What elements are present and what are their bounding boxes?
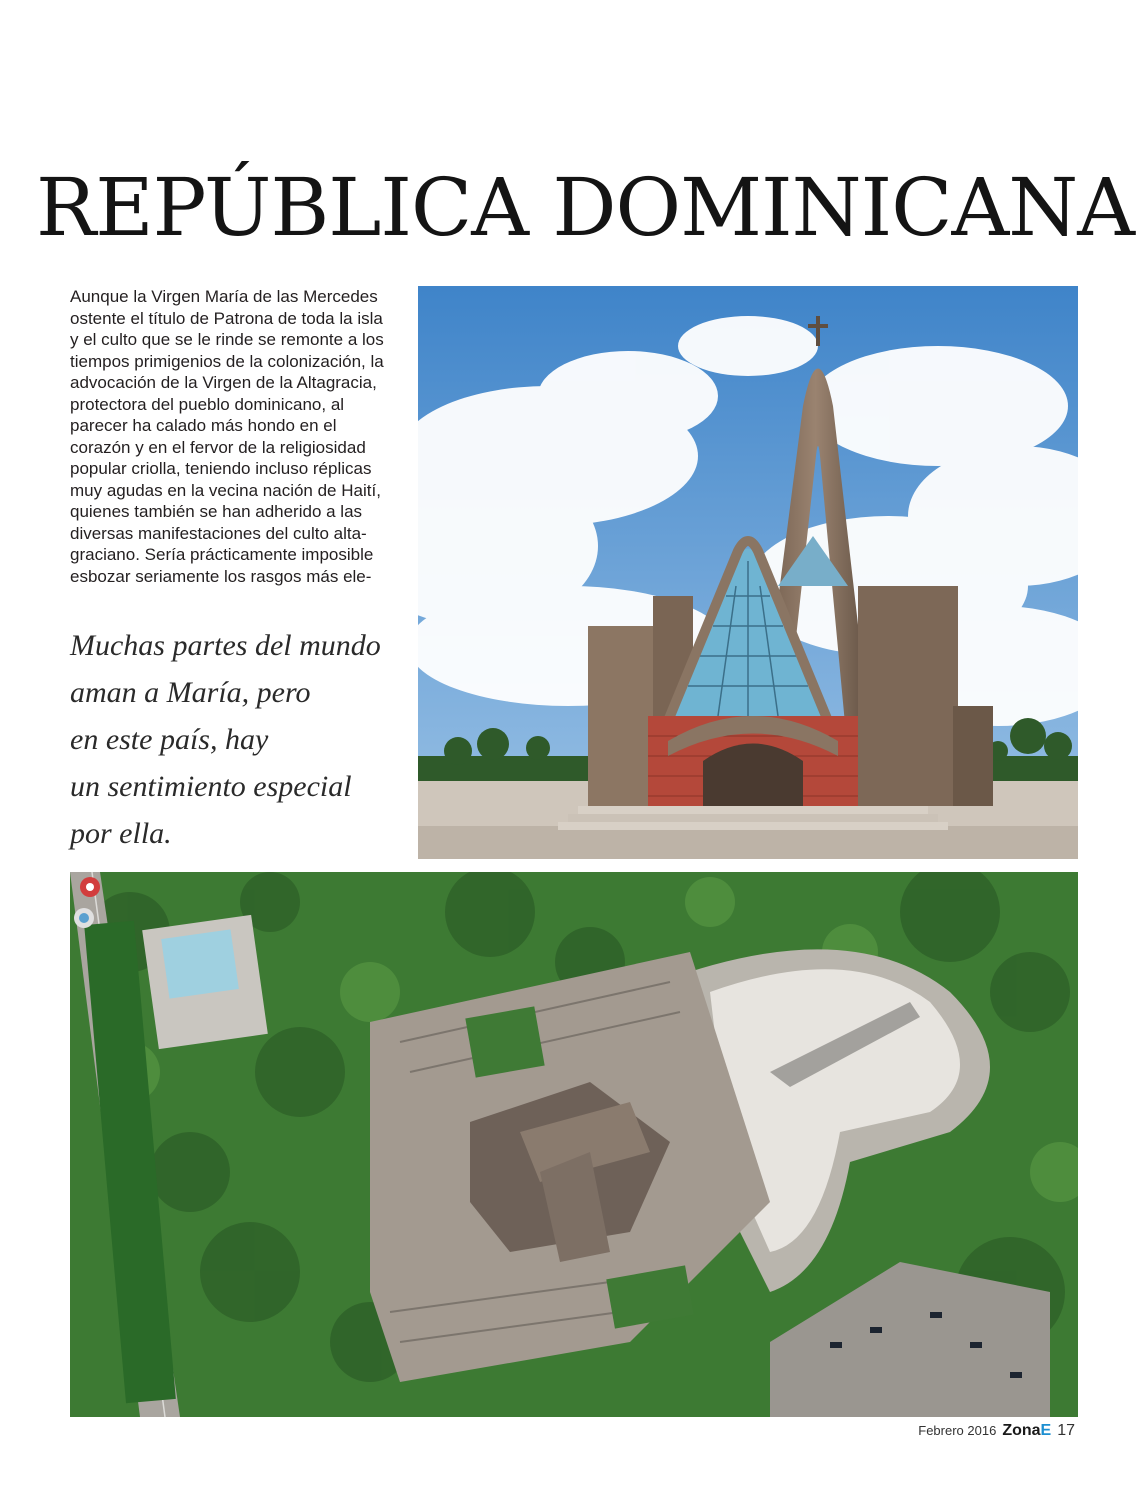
body-line: corazón y en el fervor de la religiosidad <box>70 437 366 457</box>
magazine-name-accent: E <box>1040 1422 1052 1439</box>
body-line: ostente el título de Patrona de toda la isla <box>70 308 383 328</box>
pull-quote <box>70 622 410 857</box>
article-body <box>70 286 410 587</box>
basilica-photo-illustration <box>418 286 1078 859</box>
aerial-photo-illustration <box>70 872 1078 1417</box>
pull-quote-line: Muchas partes del mundo <box>70 629 381 662</box>
body-line: advocación de la Virgen de la Altagracia, <box>70 373 377 392</box>
body-line: protectora del pueblo dominicano, al <box>70 394 345 414</box>
body-line: quienes también se han adherido a las <box>70 502 363 521</box>
body-line: Aunque la Virgen María de las Mercedes <box>70 287 378 306</box>
pull-quote-line: aman a María, pero <box>70 676 311 709</box>
body-line: graciano. Sería prácticamente imposible <box>70 545 374 564</box>
page-footer <box>918 1422 1075 1446</box>
pull-quote-line: por ella. <box>70 817 172 850</box>
pull-quote-line: un sentimiento especial <box>70 770 352 803</box>
basilica-photo <box>418 286 1078 859</box>
body-line: parecer ha calado más hondo en el <box>70 416 337 435</box>
aerial-basilica-photo <box>70 872 1078 1417</box>
page-title: REPÚBLICA DOMINICANA <box>36 161 1135 254</box>
body-line: popular criolla, teniendo incluso réplicas <box>70 459 372 478</box>
issue-date: Febrero 2016 <box>918 1423 997 1438</box>
body-line: muy agudas en la vecina nación de Haití, <box>70 480 381 500</box>
magazine-name-main: Zona <box>1002 1422 1041 1439</box>
body-line: tiempos primigenios de la colonización, la <box>70 351 384 371</box>
page-number: 17 <box>1057 1422 1075 1439</box>
body-line: diversas manifestaciones del culto alta- <box>70 523 367 543</box>
body-line: esbozar seriamente los rasgos más ele- <box>70 566 372 586</box>
pull-quote-line: en este país, hay <box>70 723 269 756</box>
magazine-name <box>1002 1422 1051 1440</box>
body-line: y el culto que se le rinde se remonte a los <box>70 330 384 349</box>
